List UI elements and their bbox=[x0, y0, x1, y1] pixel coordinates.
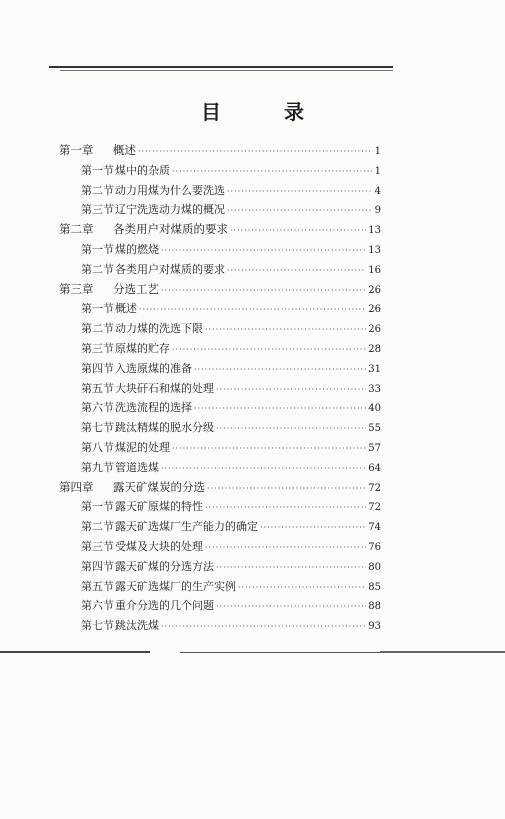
section-title: 露天矿选煤厂的生产实例 bbox=[115, 579, 236, 593]
bottom-rule-right bbox=[380, 651, 505, 653]
section-title: 煤的燃烧 bbox=[115, 242, 159, 256]
page-number: 26 bbox=[368, 324, 381, 336]
section-number: 第七节 bbox=[81, 619, 114, 633]
section-number: 第三节 bbox=[81, 341, 114, 355]
page-number: 1 bbox=[374, 165, 381, 177]
page-number: 31 bbox=[368, 363, 381, 375]
dot-leader bbox=[207, 479, 366, 499]
section-number: 第七节 bbox=[81, 421, 114, 435]
chapter-title: 各类用户对煤质的要求 bbox=[113, 222, 228, 237]
section-number: 第二节 bbox=[81, 183, 114, 197]
toc-section-row bbox=[59, 299, 381, 319]
dot-leader bbox=[194, 360, 366, 380]
section-number: 第三节 bbox=[81, 539, 114, 553]
page-number: 9 bbox=[374, 205, 381, 217]
page-number: 57 bbox=[368, 442, 381, 454]
bottom-rule-middle bbox=[180, 652, 380, 653]
toc-section-row bbox=[59, 260, 381, 280]
section-number: 第五节 bbox=[81, 381, 114, 395]
dot-leader bbox=[227, 182, 373, 202]
page-number: 13 bbox=[368, 244, 381, 256]
toc-section-row bbox=[59, 537, 381, 557]
dot-leader bbox=[205, 538, 366, 558]
section-title: 受煤及大块的处理 bbox=[115, 539, 203, 553]
top-rule bbox=[49, 66, 393, 68]
section-number: 第六节 bbox=[81, 599, 114, 613]
dot-leader bbox=[205, 498, 366, 518]
toc-section-row bbox=[59, 418, 381, 438]
section-number: 第四节 bbox=[81, 361, 114, 375]
dot-leader bbox=[172, 162, 373, 182]
toc-chapter-row bbox=[59, 280, 381, 300]
dot-leader bbox=[161, 459, 366, 479]
toc-chapter-row bbox=[59, 478, 381, 498]
page-number: 13 bbox=[368, 225, 381, 237]
toc-section-row bbox=[59, 181, 381, 201]
dot-leader bbox=[161, 617, 366, 637]
chapter-number: 第四章 bbox=[59, 479, 94, 494]
page-number: 76 bbox=[368, 541, 381, 553]
section-title: 露天矿原煤的特性 bbox=[115, 500, 203, 514]
section-title: 辽宁洗选动力煤的概况 bbox=[115, 203, 225, 217]
toc-section-row bbox=[59, 398, 381, 418]
section-number: 第一节 bbox=[81, 302, 114, 316]
page-title: 目 录 bbox=[201, 100, 332, 124]
page-number: 80 bbox=[368, 561, 381, 573]
page-number: 74 bbox=[368, 522, 381, 534]
dot-leader bbox=[194, 399, 366, 419]
section-number: 第五节 bbox=[81, 579, 114, 593]
section-title: 各类用户对煤质的要求 bbox=[115, 262, 225, 276]
section-title: 重介分选的几个问题 bbox=[115, 599, 214, 613]
dot-leader bbox=[216, 558, 366, 578]
section-title: 动力用煤为什么要洗选 bbox=[115, 183, 225, 197]
section-title: 管道选煤 bbox=[115, 460, 159, 474]
section-number: 第一节 bbox=[81, 500, 114, 514]
section-title: 煤泥的处理 bbox=[115, 440, 170, 454]
chapter-number: 第三章 bbox=[59, 281, 94, 296]
toc-section-row bbox=[59, 596, 381, 616]
toc-section-row bbox=[59, 359, 381, 379]
page-number: 28 bbox=[368, 343, 381, 355]
chapter-title: 露天矿煤炭的分选 bbox=[113, 479, 205, 494]
page-number: 40 bbox=[368, 403, 381, 415]
section-title: 煤中的杂质 bbox=[115, 163, 170, 177]
section-title: 动力煤的洗选下限 bbox=[115, 322, 203, 336]
section-title: 洗选流程的选择 bbox=[115, 401, 192, 415]
table-of-contents bbox=[59, 141, 381, 636]
toc-section-row bbox=[59, 577, 381, 597]
top-rule-thin bbox=[60, 70, 393, 71]
section-number: 第八节 bbox=[81, 440, 114, 454]
section-number: 第四节 bbox=[81, 559, 114, 573]
chapter-title: 分选工艺 bbox=[113, 281, 159, 296]
toc-section-row bbox=[59, 161, 381, 181]
dot-leader bbox=[138, 142, 373, 162]
dot-leader bbox=[216, 597, 366, 617]
dot-leader bbox=[172, 340, 366, 360]
section-title: 跳汰洗煤 bbox=[115, 619, 159, 633]
section-title: 跳汰精煤的脱水分级 bbox=[115, 421, 214, 435]
toc-section-row bbox=[59, 517, 381, 537]
dot-leader bbox=[161, 241, 366, 261]
section-number: 第三节 bbox=[81, 203, 114, 217]
section-number: 第九节 bbox=[81, 460, 114, 474]
dot-leader bbox=[227, 201, 373, 221]
section-title: 露天矿选煤厂生产能力的确定 bbox=[115, 520, 258, 534]
toc-section-row bbox=[59, 458, 381, 478]
dot-leader bbox=[227, 261, 366, 281]
dot-leader bbox=[161, 281, 366, 301]
toc-section-row bbox=[59, 557, 381, 577]
section-number: 第一节 bbox=[81, 242, 114, 256]
section-number: 第二节 bbox=[81, 322, 114, 336]
toc-section-row bbox=[59, 339, 381, 359]
dot-leader bbox=[238, 578, 366, 598]
section-title: 入选原煤的准备 bbox=[115, 361, 192, 375]
dot-leader bbox=[230, 221, 366, 241]
section-number: 第二节 bbox=[81, 262, 114, 276]
chapter-title: 概述 bbox=[113, 143, 136, 157]
page-number: 72 bbox=[368, 502, 381, 514]
page-number: 26 bbox=[368, 284, 381, 296]
section-number: 第一节 bbox=[81, 163, 114, 177]
section-title: 原煤的贮存 bbox=[115, 341, 170, 355]
toc-section-row bbox=[59, 379, 381, 399]
dot-leader bbox=[172, 439, 366, 459]
page-number: 33 bbox=[368, 383, 381, 395]
page-number: 85 bbox=[368, 581, 381, 593]
page-number: 64 bbox=[368, 462, 381, 474]
page-number: 26 bbox=[368, 304, 381, 316]
toc-section-row bbox=[59, 200, 381, 220]
toc-section-row bbox=[59, 240, 381, 260]
chapter-number: 第二章 bbox=[59, 222, 94, 237]
section-number: 第二节 bbox=[81, 520, 114, 534]
section-number: 第六节 bbox=[81, 401, 114, 415]
dot-leader bbox=[205, 320, 366, 340]
chapter-number: 第一章 bbox=[59, 143, 94, 157]
page-number: 1 bbox=[374, 146, 381, 157]
toc-chapter-row bbox=[59, 141, 381, 161]
section-title: 大块矸石和煤的处理 bbox=[115, 381, 214, 395]
page-number: 55 bbox=[368, 423, 381, 435]
section-title: 露天矿煤的分选方法 bbox=[115, 559, 214, 573]
toc-section-row bbox=[59, 438, 381, 458]
page-number: 4 bbox=[374, 185, 381, 197]
dot-leader bbox=[216, 380, 366, 400]
toc-section-row bbox=[59, 497, 381, 517]
bottom-rule-left bbox=[0, 651, 150, 653]
toc-chapter-row bbox=[59, 220, 381, 240]
dot-leader bbox=[139, 300, 366, 320]
dot-leader bbox=[216, 419, 366, 439]
toc-section-row bbox=[59, 616, 381, 636]
section-title: 概述 bbox=[115, 302, 137, 316]
page-number: 88 bbox=[368, 601, 381, 613]
page-number: 16 bbox=[368, 264, 381, 276]
toc-section-row bbox=[59, 319, 381, 339]
page-number: 72 bbox=[368, 482, 381, 494]
dot-leader bbox=[260, 518, 366, 538]
page-number: 93 bbox=[368, 621, 381, 633]
